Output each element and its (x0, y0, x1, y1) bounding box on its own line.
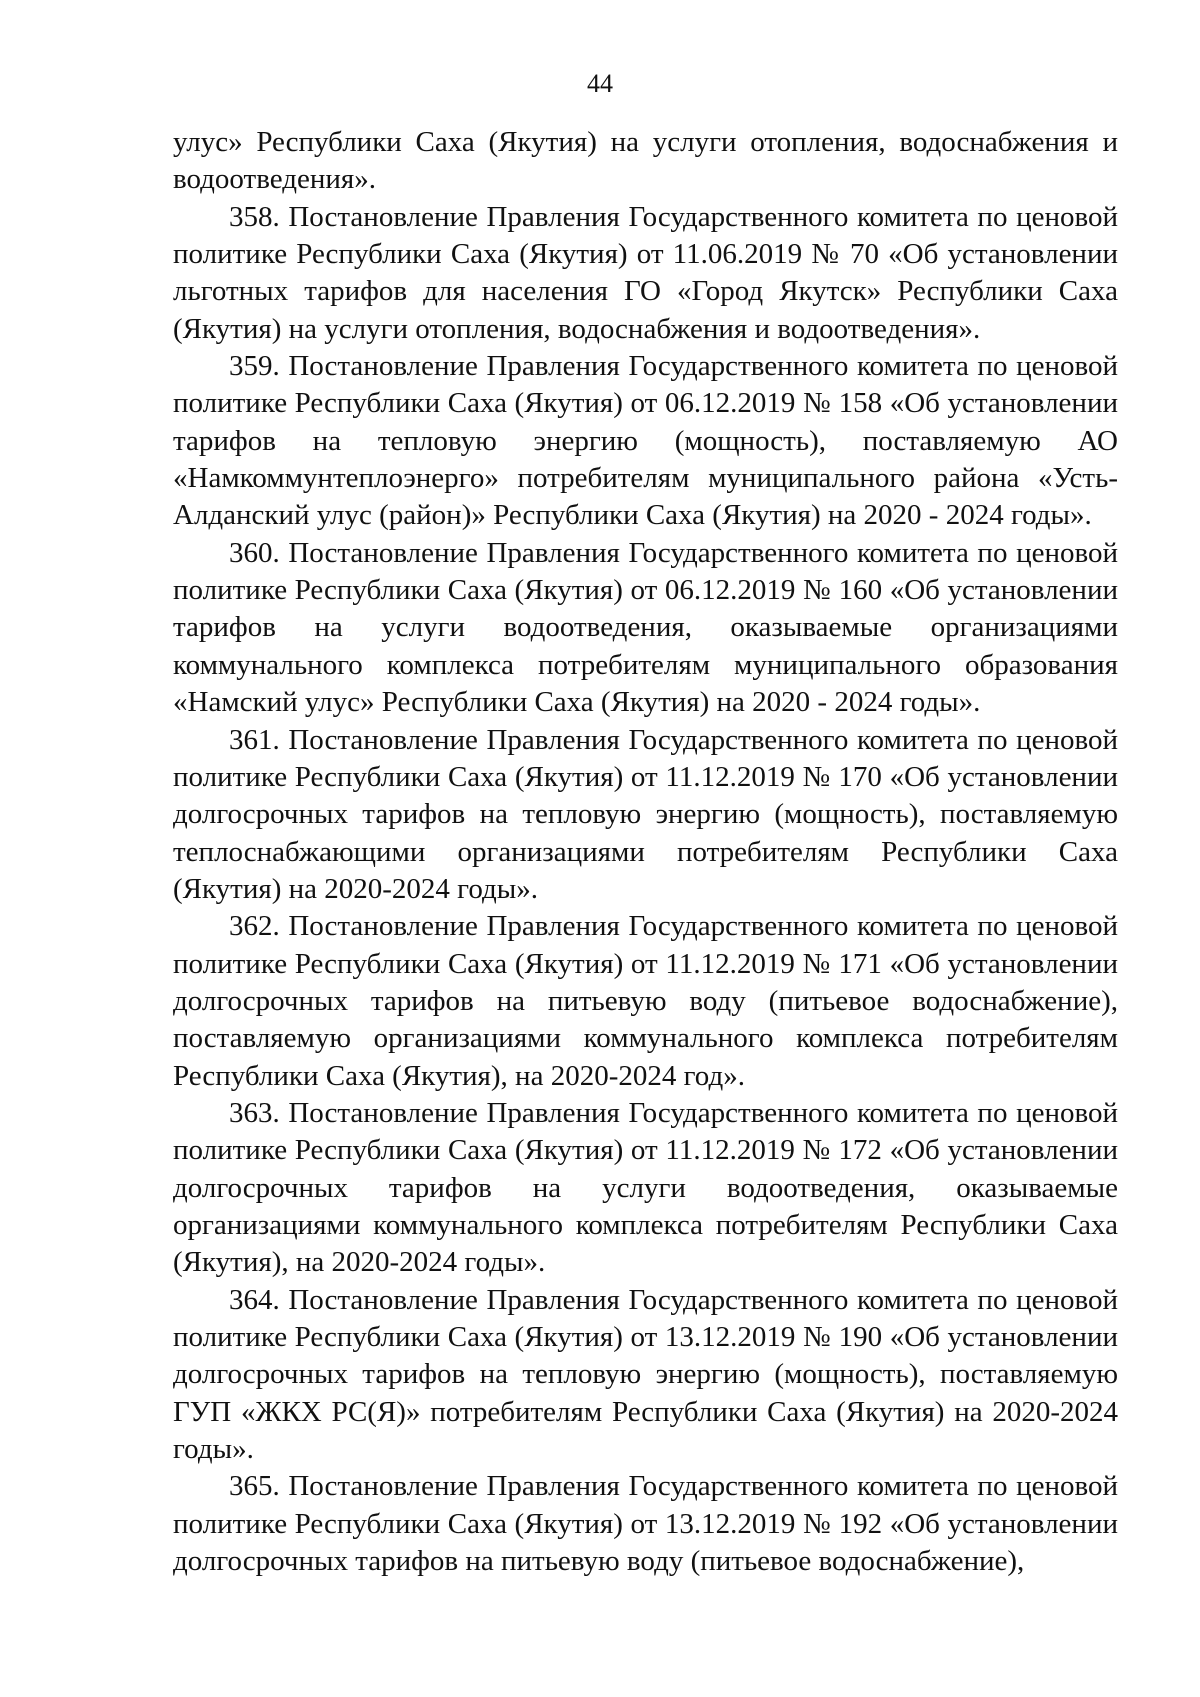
list-item-360: 360. Постановление Правления Государственного комитета по ценовой политике Республики Саха (Якутия) от 06.12.2019 № 160 «Об установлении тарифов на услуги водоотведения, оказываемые организациями коммунального комплекса потребителям муниципального образования «Намский улус» Республики Саха (Якутия) на 2020 - 2024 годы». (173, 536, 1118, 719)
list-item-365: 365. Постановление Правления Государственного комитета по ценовой политике Республики Саха (Якутия) от 13.12.2019 № 192 «Об установлении долгосрочных тарифов на питьевую воду (питьевое водоснабжение), (173, 1470, 1118, 1578)
page-number: 44 (587, 69, 613, 98)
document-body (173, 124, 1118, 1580)
paragraph-continuation: улус» Республики Саха (Якутия) на услуги отопления, водоснабжения и водоотведения». (173, 126, 1118, 196)
list-item-363: 363. Постановление Правления Государственного комитета по ценовой политике Республики Саха (Якутия) от 11.12.2019 № 172 «Об установлении долгосрочных тарифов на услуги водоотведения, оказываемые организациями коммунального комплекса потребителям Республики Саха (Якутия), на 2020-2024 годы». (173, 1096, 1118, 1279)
list-item-362: 362. Постановление Правления Государственного комитета по ценовой политике Республики Саха (Якутия) от 11.12.2019 № 171 «Об установлении долгосрочных тарифов на питьевую воду (питьевое водоснабжение), поставляемую организациями коммунального комплекса потребителям Республики Саха (Якутия), на 2020-2024 год». (173, 910, 1118, 1092)
list-item-364: 364. Постановление Правления Государственного комитета по ценовой политике Республики Саха (Якутия) от 13.12.2019 № 190 «Об установлении долгосрочных тарифов на тепловую энергию (мощность), поставляемую ГУП «ЖКХ РС(Я)» потребителям Республики Саха (Якутия) на 2020-2024 годы». (173, 1283, 1118, 1466)
list-item-359: 359. Постановление Правления Государственного комитета по ценовой политике Республики Саха (Якутия) от 06.12.2019 № 158 «Об установлении тарифов на тепловую энергию (мощность), поставляемую АО «Намкоммунтеплоэнерго» потребителям муниципального района «Усть-Алданский улус (район)» Республики Саха (Якутия) на 2020 - 2024 годы». (173, 350, 1118, 532)
list-item-358: 358. Постановление Правления Государственного комитета по ценовой политике Республики Саха (Якутия) от 11.06.2019 № 70 «Об установлении льготных тарифов для населения ГО «Город Якутск» Республики Саха (Якутия) на услуги отопления, водоснабжения и водоотведения». (173, 200, 1118, 345)
list-item-361: 361. Постановление Правления Государственного комитета по ценовой политике Республики Саха (Якутия) от 11.12.2019 № 170 «Об установлении долгосрочных тарифов на тепловую энергию (мощность), поставляемую теплоснабжающими организациями потребителям Республики Саха (Якутия) на 2020-2024 годы». (173, 723, 1118, 905)
